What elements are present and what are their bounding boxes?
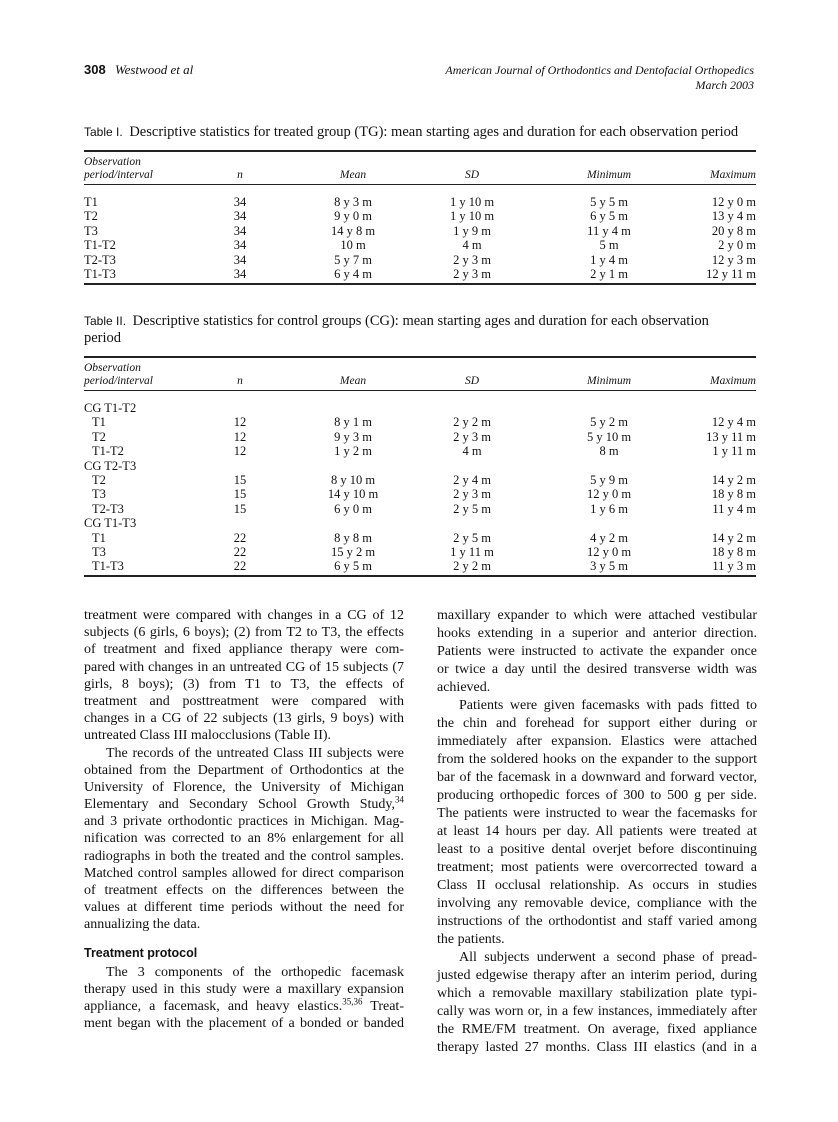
column-header-mean: Mean — [339, 169, 367, 181]
table-rule — [84, 356, 756, 358]
table-cell: 6 y 5 m — [590, 209, 628, 224]
table-cell: 22 — [233, 545, 247, 559]
line-text: immediately after expansion. Elastics were attached — [437, 734, 757, 749]
table-cell: 14 y 10 m — [327, 487, 379, 502]
table-cell: 15 — [233, 487, 247, 502]
text-line — [437, 697, 757, 715]
text-line — [84, 659, 404, 676]
table-cell: T2-T3 — [92, 501, 124, 516]
table-row — [84, 267, 756, 281]
table-row — [84, 238, 756, 252]
paragraph — [437, 949, 757, 1057]
table-cell: 34 — [233, 223, 247, 238]
table-cell: 5 y 10 m — [586, 429, 632, 444]
line-text: from the soldered hooks on the expander to the support — [437, 752, 757, 767]
paragraph — [84, 607, 404, 745]
group-label: CG T1-T3 — [84, 516, 137, 531]
table-cell: 34 — [233, 252, 247, 267]
table-group-row — [84, 401, 756, 415]
text-line — [437, 625, 757, 643]
column-header-line: Observation — [84, 362, 141, 374]
table-cell: 2 y 3 m — [453, 267, 491, 281]
text-line — [437, 751, 757, 769]
body-column-right — [437, 607, 757, 1057]
table-cell: 1 y 11 m — [450, 545, 494, 559]
column-header-line: period/interval — [84, 169, 153, 181]
line-text: treatment were compared with changes in a CG of 12 — [84, 608, 404, 623]
text-line — [437, 733, 757, 751]
line-text: All subjects underwent a second phase of pread- — [459, 950, 757, 965]
table-cell: 34 — [233, 209, 247, 224]
table-cell: 6 y 4 m — [334, 267, 372, 281]
line-text: Elementary and Secondary School Growth Study, — [84, 797, 395, 813]
line-text: Treat- — [362, 998, 404, 1014]
table-cell: 22 — [233, 559, 247, 574]
line-text: instructions of the orthodontist and staff varied among — [437, 914, 757, 929]
table-cell: 1 y 6 m — [590, 501, 628, 516]
text-line — [84, 710, 404, 727]
line-text: University of Florence, the University of Michigan — [84, 779, 404, 795]
table-cell: 14 y 2 m — [711, 473, 756, 487]
table-cell: 2 y 5 m — [453, 530, 491, 545]
table-row — [84, 195, 756, 209]
text-line — [84, 916, 404, 933]
text-line — [84, 882, 404, 899]
table-row — [84, 444, 756, 458]
text-line — [84, 964, 404, 981]
text-line — [84, 848, 404, 865]
column-header-sd: SD — [464, 375, 480, 387]
table-cell: 8 y 1 m — [334, 415, 372, 430]
table-cell: 5 y 2 m — [590, 415, 628, 430]
line-text: the chin and forehead for support either during or — [437, 716, 757, 731]
table-cell: 4 m — [462, 444, 482, 459]
text-line — [84, 1015, 404, 1032]
line-text: which a removable maxillary stabilization plate typi- — [437, 986, 757, 1001]
table1 — [84, 150, 756, 290]
table-row — [84, 224, 756, 238]
line-text: Patients were given facemasks with pads fitted to — [459, 698, 757, 713]
table-cell: 18 y 8 m — [711, 487, 756, 502]
text-line — [84, 624, 404, 641]
table-cell: 11 y 3 m — [712, 559, 756, 574]
text-line — [84, 998, 404, 1015]
table-cell: 8 y 3 m — [334, 195, 372, 209]
line-text: at least 14 hours per day. All patients were treated at — [437, 824, 757, 839]
group-label: CG T2-T3 — [84, 458, 137, 473]
table-cell: 8 y 8 m — [334, 530, 372, 545]
table-cell: 2 y 0 m — [718, 238, 756, 253]
text-line — [84, 779, 404, 796]
line-text: involving any removable device, compliance with the — [437, 896, 757, 911]
table2-label: Table II. — [84, 314, 127, 328]
table-rule — [84, 390, 756, 391]
table-cell: T1-T2 — [84, 238, 116, 253]
citation-superscript: 35,36 — [342, 996, 363, 1007]
table-rule — [84, 575, 756, 577]
text-line — [437, 769, 757, 787]
paragraph — [84, 745, 404, 934]
line-text: Matched control samples allowed for direct comparison — [84, 865, 404, 881]
table-cell: 20 y 8 m — [711, 223, 756, 238]
line-text: hooks extending in a superior and anterior direction. — [437, 626, 757, 641]
column-header-minimum: Minimum — [586, 169, 632, 181]
line-text: bar of the facemask in a downward and forward vector, — [437, 770, 757, 785]
line-text: untreated Class III malocclusions (Table II). — [84, 728, 332, 744]
text-line — [437, 607, 757, 625]
line-text: appliance, a facemask, and heavy elastics. — [84, 998, 343, 1014]
line-text: ment began with the placement of a bonded or banded — [84, 1016, 404, 1032]
table-cell: 18 y 8 m — [711, 545, 756, 559]
table-group-row — [84, 459, 756, 473]
text-line — [437, 949, 757, 967]
table-cell: 12 — [233, 415, 247, 430]
table-row — [84, 209, 756, 223]
page-number: 308 — [84, 62, 106, 77]
text-line — [437, 895, 757, 913]
line-text: of treatment effects on the differences between the — [84, 883, 404, 898]
table-cell: 4 y 2 m — [590, 530, 628, 545]
text-line — [84, 641, 404, 658]
table-cell: 10 m — [340, 238, 366, 253]
text-line — [84, 813, 404, 830]
line-text: pared with changes in an untreated CG of 15 subjects (7 — [84, 659, 404, 675]
text-line — [437, 1021, 757, 1039]
table-cell: 34 — [233, 238, 247, 253]
table-cell: 1 y 10 m — [449, 209, 495, 224]
column-header-sd: SD — [464, 169, 480, 181]
table-cell: 12 y 4 m — [711, 415, 756, 430]
paragraph — [437, 607, 757, 697]
journal-title: American Journal of Orthodontics and Dentofacial Orthopedics — [445, 63, 754, 77]
text-line — [437, 715, 757, 733]
text-line — [437, 679, 757, 697]
table-row — [84, 545, 756, 559]
text-line — [437, 913, 757, 931]
text-line — [437, 1039, 757, 1057]
table-row — [84, 559, 756, 573]
table-row — [84, 502, 756, 516]
text-line — [437, 967, 757, 985]
line-text: therapy used in this study were a maxillary expansion — [84, 981, 404, 997]
text-line — [84, 830, 404, 847]
table-cell: 2 y 1 m — [590, 267, 628, 281]
table-cell: 14 y 8 m — [330, 223, 376, 238]
text-line — [84, 796, 404, 813]
text-line — [437, 643, 757, 661]
table-cell: T1-T2 — [92, 444, 124, 459]
table2-caption-text: Descriptive statistics for control groups (CG): mean starting ages and duration for each observation period — [84, 313, 709, 346]
line-text: justed edgewise therapy after an interim period, during — [437, 968, 757, 983]
text-line — [437, 661, 757, 679]
line-text: obtained from the Department of Orthodontics at the — [84, 762, 404, 778]
text-line — [84, 865, 404, 882]
table-cell: T3 — [92, 545, 106, 559]
table-cell: T1-T3 — [92, 559, 124, 574]
table-rule — [84, 283, 756, 285]
column-header-line: Observation — [84, 156, 141, 168]
text-line — [437, 1003, 757, 1021]
line-text: maxillary expander to which were attached vestibular — [437, 608, 757, 623]
table-cell: 1 y 4 m — [590, 252, 628, 267]
line-text: of treatment and fixed appliance therapy were com- — [84, 642, 404, 658]
table-cell: T1 — [84, 195, 98, 209]
table-row — [84, 430, 756, 444]
table1-label: Table I. — [84, 125, 123, 139]
running-authors: Westwood et al — [114, 62, 194, 77]
table-cell: 1 y 11 m — [712, 444, 756, 459]
line-text: nification was corrected to an 8% enlargement for all — [84, 831, 404, 847]
line-text: or twice a day until the desired transverse width was — [437, 662, 757, 677]
line-text: subjects (6 girls, 6 boys); (2) from T2 to T3, the effects — [84, 625, 404, 641]
table-cell: 2 y 4 m — [453, 473, 491, 487]
table-cell: 8 y 10 m — [330, 473, 376, 487]
table-cell: 2 y 5 m — [453, 501, 491, 516]
text-line — [84, 693, 404, 710]
table-cell: 1 y 9 m — [453, 223, 491, 238]
text-line — [84, 762, 404, 779]
line-text: girls, 8 boys); (3) from T1 to T3, the effects of — [84, 676, 404, 692]
column-header-line: period/interval — [84, 375, 153, 387]
line-text: therapy lasted 27 months. Class III elastics (and in a — [437, 1040, 757, 1055]
running-header-left — [84, 62, 193, 78]
table-cell: 13 y 11 m — [706, 429, 756, 444]
line-text: The 3 components of the orthopedic facemask — [106, 964, 404, 980]
table2 — [84, 356, 756, 581]
table1-caption-text: Descriptive statistics for treated group (TG): mean starting ages and duration for each observation period — [129, 124, 739, 140]
table-cell: 5 y 9 m — [590, 473, 628, 487]
table-cell: 5 y 5 m — [590, 195, 628, 209]
group-label: CG T1-T2 — [84, 401, 137, 415]
table-cell: 2 y 2 m — [453, 415, 491, 430]
table-cell: 2 y 2 m — [453, 559, 491, 574]
line-text: least to a positive dental overjet before discontinuing — [437, 842, 757, 857]
table-cell: 5 m — [599, 238, 619, 253]
paragraph — [437, 697, 757, 949]
line-text: The records of the untreated Class III subjects were — [106, 745, 404, 761]
table-cell: 34 — [233, 267, 247, 281]
table-cell: T2 — [92, 473, 106, 487]
line-text: treatment; most patients were overcorrected toward a — [437, 860, 757, 875]
text-line — [437, 787, 757, 805]
table-cell: 2 y 3 m — [453, 252, 491, 267]
table-group-row — [84, 516, 756, 530]
table-row — [84, 531, 756, 545]
table-cell: 3 y 5 m — [590, 559, 628, 574]
table-cell: T2 — [92, 429, 106, 444]
table-cell: 6 y 5 m — [334, 559, 372, 574]
table-cell: T3 — [84, 223, 98, 238]
line-text: producing orthopedic forces of 300 to 500 g per side. — [437, 788, 757, 803]
table-cell: 9 y 0 m — [334, 209, 372, 224]
table-cell: 1 y 2 m — [334, 444, 372, 459]
column-header-period — [84, 362, 153, 388]
table-cell: 1 y 10 m — [449, 195, 495, 209]
text-line — [437, 877, 757, 895]
text-line — [437, 859, 757, 877]
column-header-n: n — [237, 375, 243, 387]
column-header-minimum: Minimum — [586, 375, 632, 387]
running-header-right — [445, 63, 754, 93]
table-row — [84, 415, 756, 429]
table1-caption — [84, 124, 756, 141]
line-text: values at different time periods without the need for — [84, 900, 404, 916]
text-line — [84, 727, 404, 744]
table-cell: 22 — [233, 530, 247, 545]
text-line — [84, 745, 404, 762]
column-header-maximum: Maximum — [710, 375, 756, 387]
table-cell: 2 y 3 m — [453, 487, 491, 502]
issue-date: March 2003 — [695, 78, 754, 92]
table-cell: 15 y 2 m — [330, 545, 376, 559]
table-cell: 15 — [233, 501, 247, 516]
text-line — [437, 805, 757, 823]
table-row — [84, 473, 756, 487]
table-cell: 11 y 4 m — [712, 501, 756, 516]
line-text: and 3 private orthodontic practices in Michigan. Mag- — [84, 814, 404, 830]
table-cell: 5 y 7 m — [334, 252, 372, 267]
table-cell: 15 — [233, 473, 247, 487]
text-line — [84, 607, 404, 624]
table-cell: 12 — [233, 429, 247, 444]
text-line — [437, 985, 757, 1003]
table-cell: 14 y 2 m — [711, 530, 756, 545]
paragraph — [84, 964, 404, 1033]
text-line — [437, 823, 757, 841]
table-cell: T2 — [84, 209, 98, 224]
text-line — [84, 899, 404, 916]
table-rule — [84, 150, 756, 152]
section-heading: Treatment protocol — [84, 945, 198, 960]
table-cell: 12 y 3 m — [711, 252, 756, 267]
line-text: radiographs in both the treated and the control samples. — [84, 848, 404, 864]
line-text: the patients. — [437, 932, 505, 947]
table-cell: 12 y 11 m — [706, 267, 756, 281]
text-line — [437, 841, 757, 859]
table-cell: T2-T3 — [84, 252, 116, 267]
table-cell: 12 — [233, 444, 247, 459]
line-text: changes in a CG of 22 subjects (13 girls, 9 boys) with — [84, 711, 404, 727]
table-cell: 12 y 0 m — [711, 195, 756, 209]
table-cell: 6 y 0 m — [334, 501, 372, 516]
table-cell: 34 — [233, 195, 247, 209]
text-line — [437, 931, 757, 949]
column-header-period — [84, 156, 153, 182]
table2-caption — [84, 313, 734, 347]
table-row — [84, 253, 756, 267]
table-cell: 8 m — [599, 444, 619, 459]
table-cell: 12 y 0 m — [586, 545, 632, 559]
text-line — [84, 676, 404, 693]
column-header-maximum: Maximum — [710, 169, 756, 181]
column-header-n: n — [237, 169, 243, 181]
table-cell: 12 y 0 m — [586, 487, 632, 502]
line-text: The patients were instructed to wear the facemasks for — [437, 806, 757, 821]
line-text: Patients were instructed to activate the expander once — [437, 644, 757, 659]
line-text: treatment and posttreatment were compared with — [84, 693, 404, 709]
table-cell: 9 y 3 m — [334, 429, 372, 444]
line-text: annualizing the data. — [84, 917, 201, 933]
table-cell: 13 y 4 m — [711, 209, 756, 224]
table-rule — [84, 184, 756, 185]
citation-superscript: 34 — [395, 794, 404, 805]
line-text: Class II occlusal relationship. As occurs in studies — [437, 878, 757, 893]
table-cell: 11 y 4 m — [587, 223, 631, 238]
table-cell: T1-T3 — [84, 267, 116, 281]
column-header-mean: Mean — [339, 375, 367, 387]
table-cell: T3 — [92, 487, 106, 502]
table-cell: 4 m — [462, 238, 482, 253]
line-text: cally was worn or, in a few instances, immediately after — [437, 1004, 757, 1019]
line-text: achieved. — [437, 680, 491, 695]
line-text: the RME/FM treatment. On average, fixed appliance — [437, 1022, 757, 1037]
table-cell: T1 — [92, 530, 106, 545]
table-cell: T1 — [92, 415, 106, 430]
table-row — [84, 487, 756, 501]
body-column-left — [84, 607, 404, 1032]
table-cell: 2 y 3 m — [453, 429, 491, 444]
